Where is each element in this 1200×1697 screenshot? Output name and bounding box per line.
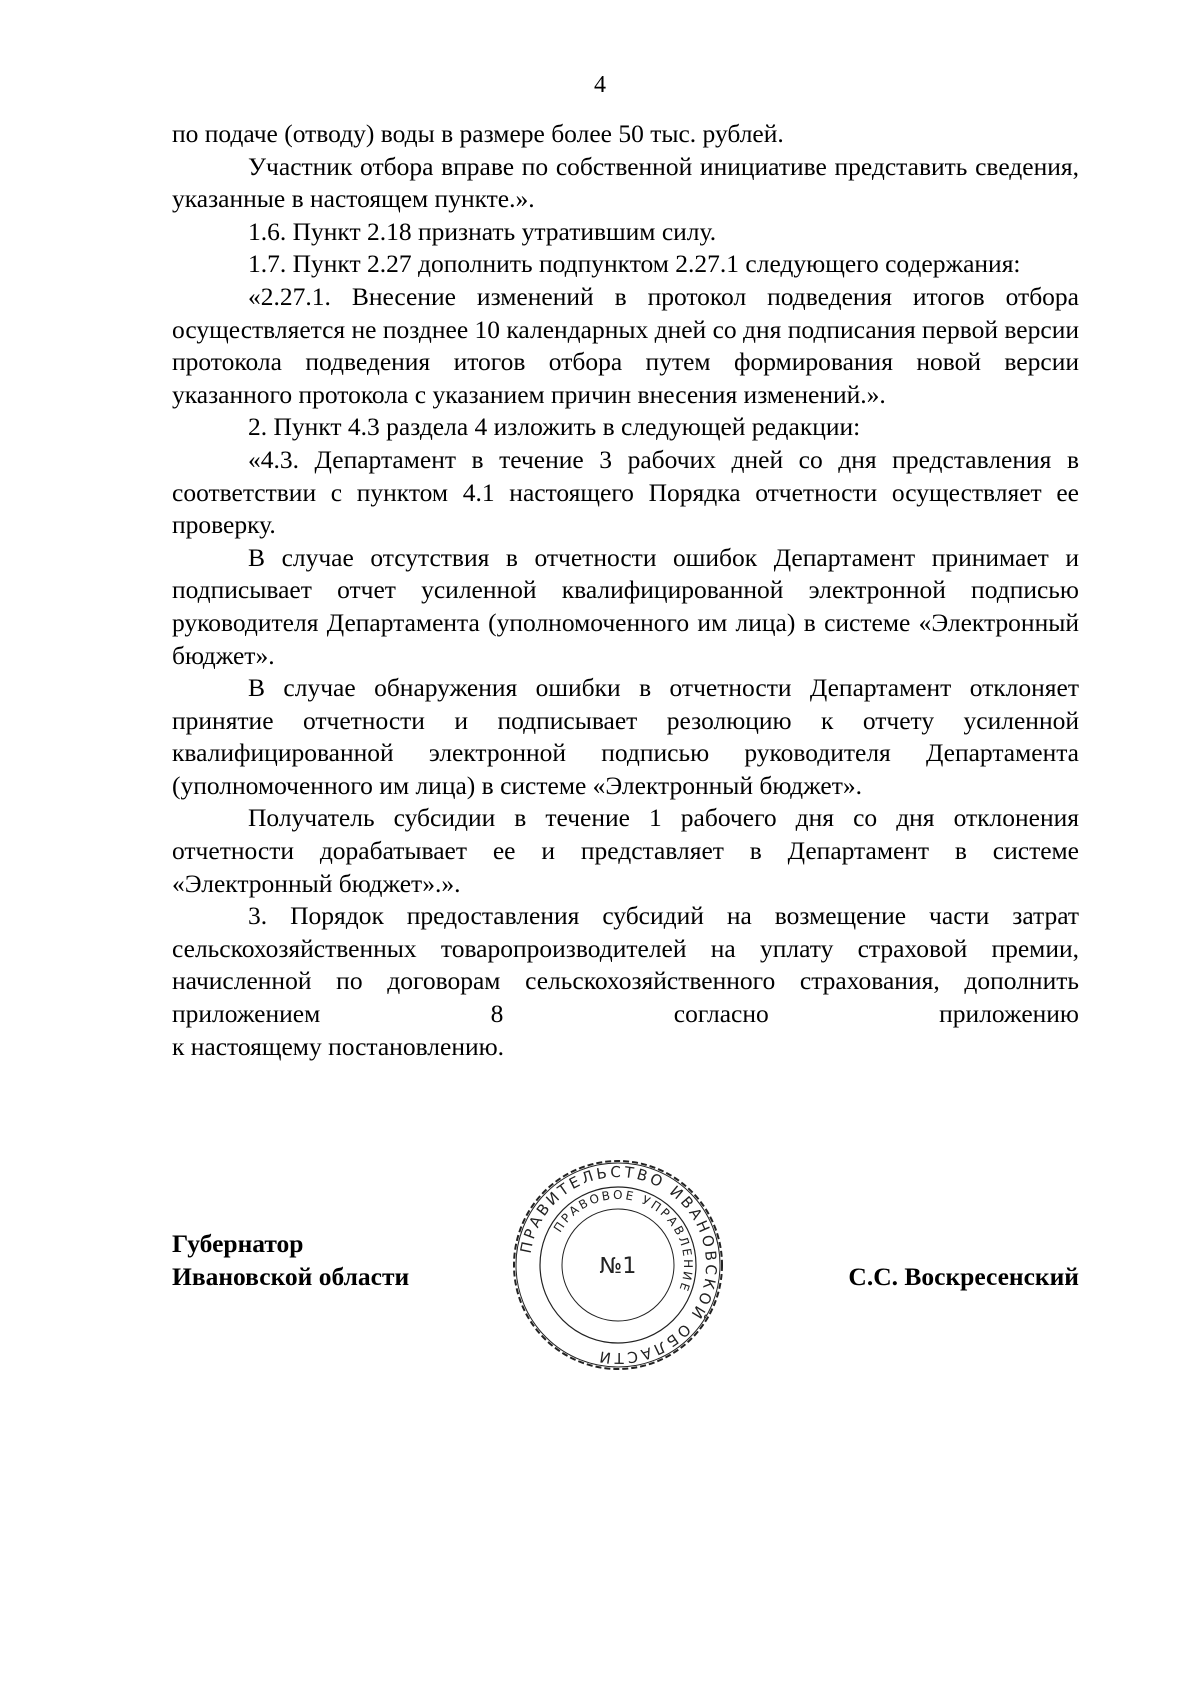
paragraph: по подаче (отводу) воды в размере более 50 тыс. рублей.: [172, 119, 784, 148]
seal-outer-text: ПРАВИТЕЛЬСТВО ИВАНОВСКОЙ ОБЛАСТИ: [516, 1162, 721, 1368]
signatory-title: [172, 1228, 409, 1293]
paragraph: «2.27.1. Внесение изменений в протокол подведения итогов отбора осуществляется не позднее 10 календарных дней со дня подписания первой версии протокола подведения итогов отбора путем формирования новой версии указанного протокола с указанием причин внесения изменений.».: [172, 281, 1079, 409]
signatory-position-line: Ивановской области: [172, 1261, 410, 1291]
paragraph: 1.6. Пункт 2.18 признать утратившим силу.: [248, 216, 717, 246]
paragraph: Участник отбора вправе по собственной инициативе представить сведения, указанные в настоящем пункте.».: [172, 151, 1079, 214]
paragraph: 2. Пункт 4.3 раздела 4 изложить в следующей редакции:: [248, 412, 861, 442]
paragraph: В случае отсутствия в отчетности ошибок Департамент принимает и подписывает отчет усиленной квалифицированной электронной подписью руководителя Департамента (уполномоченного им лица) в системе «Электронный бюджет».: [172, 542, 1079, 670]
seal-inner-text: ПРАВОВОЕ УПРАВЛЕНИЕ: [550, 1187, 696, 1296]
paragraph: «4.3. Департамент в течение 3 рабочих дней со дня представления в соответствии с пунктом 4.1 настоящего Порядка отчетности осуществляет ее проверку.: [172, 444, 1079, 540]
signatory-position-line: Губернатор: [172, 1229, 304, 1258]
document-body: [172, 118, 1079, 1063]
paragraph: 3. Порядок предоставления субсидий на возмещение части затрат сельскохозяйственных товаропроизводителей на уплату страховой премии, начисленной по договорам сельскохозяйственного страхования, дополнить приложением 8 согласно приложению: [172, 901, 1079, 1029]
official-seal: [508, 1155, 728, 1375]
signatory-name: С.С. Воскресенский: [848, 1262, 1079, 1291]
paragraph: Получатель субсидии в течение 1 рабочего дня со дня отклонения отчетности дорабатывает ее и представляет в Департамент в системе «Электронный бюджет».».: [172, 803, 1079, 898]
page-number: 4: [594, 72, 606, 98]
paragraph: 1.7. Пункт 2.27 дополнить подпунктом 2.27.1 следующего содержания:: [248, 249, 1021, 279]
seal-number: №1: [599, 1254, 637, 1279]
paragraph: к настоящему постановлению.: [172, 1031, 505, 1061]
paragraph: В случае обнаружения ошибки в отчетности Департамент отклоняет принятие отчетности и подписывает резолюцию к отчету усиленной квалифицированной электронной подписью руководителя Департамента (уполномоченного им лица) в системе «Электронный бюджет».: [172, 673, 1079, 800]
